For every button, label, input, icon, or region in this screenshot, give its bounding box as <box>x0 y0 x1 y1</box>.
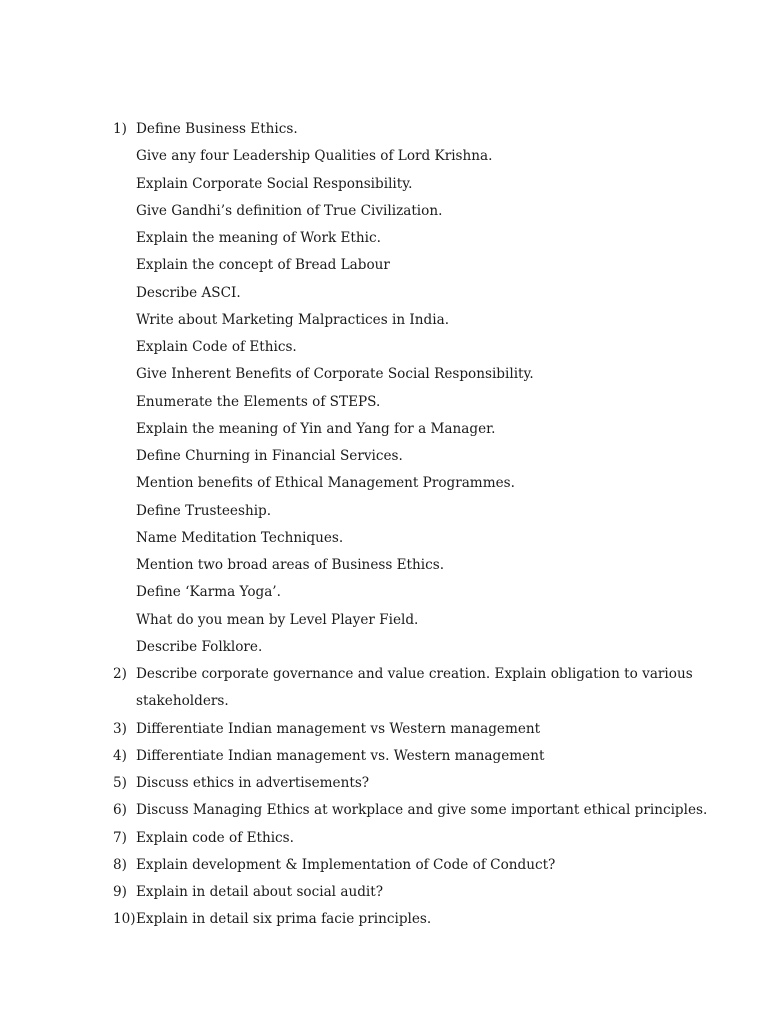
list-item <box>113 661 713 688</box>
question-number: 9) <box>113 884 127 900</box>
list-item <box>113 280 713 307</box>
list-item <box>113 797 713 824</box>
question-text: Describe corporate governance and value creation. Explain obligation to various <box>136 666 693 682</box>
question-text: Discuss Managing Ethics at workplace and give some important ethical principles. <box>136 802 708 819</box>
question-text: Define Trusteeship. <box>136 502 272 519</box>
question-text: Explain in detail six prima facie principles. <box>136 911 432 928</box>
list-item <box>113 906 713 933</box>
question-number: 8) <box>113 856 127 873</box>
list-item <box>113 770 713 797</box>
list-item <box>113 525 713 552</box>
question-text: Explain development & Implementation of Code of Conduct? <box>136 856 556 873</box>
list-item <box>113 498 713 525</box>
list-item <box>113 389 713 416</box>
question-text: Mention two broad areas of Business Ethics. <box>136 557 445 573</box>
question-text: Give any four Leadership Qualities of Lord Krishna. <box>136 148 493 165</box>
question-text: Enumerate the Elements of STEPS. <box>136 393 381 410</box>
list-item <box>113 552 713 579</box>
question-number: 7) <box>113 829 127 846</box>
list-item <box>113 879 713 906</box>
question-number: 10) <box>113 911 136 928</box>
list-item <box>113 334 713 361</box>
question-number: 5) <box>113 775 127 791</box>
question-text: Explain Code of Ethics. <box>136 339 297 355</box>
question-text: Give Gandhi’s definition of True Civilization. <box>136 202 443 219</box>
question-text: Describe Folklore. <box>136 638 263 655</box>
question-text: Discuss ethics in advertisements? <box>136 775 370 791</box>
list-item <box>113 171 713 198</box>
question-text: Differentiate Indian management vs. Western management <box>136 747 545 764</box>
list-item <box>113 688 713 715</box>
question-text: Explain code of Ethics. <box>136 829 294 846</box>
question-text: Define Business Ethics. <box>136 121 298 137</box>
list-item <box>113 607 713 634</box>
question-text: What do you mean by Level Player Field. <box>136 611 419 628</box>
question-text: Define Churning in Financial Services. <box>136 448 403 464</box>
question-text: Explain the concept of Bread Labour <box>136 257 390 274</box>
list-item <box>113 470 713 497</box>
question-text-continuation: stakeholders. <box>136 693 229 710</box>
list-item <box>113 825 713 852</box>
question-text: Explain in detail about social audit? <box>136 884 384 900</box>
question-number: 3) <box>113 720 127 737</box>
question-text: Explain the meaning of Yin and Yang for a Manager. <box>136 420 496 437</box>
question-number: 1) <box>113 121 127 137</box>
question-text: Name Meditation Techniques. <box>136 529 344 546</box>
list-item <box>113 361 713 388</box>
question-text: Give Inherent Benefits of Corporate Social Responsibility. <box>136 366 534 383</box>
list-item <box>113 634 713 661</box>
question-text: Describe ASCI. <box>136 284 241 301</box>
question-text: Explain Corporate Social Responsibility. <box>136 175 413 192</box>
question-text: Mention benefits of Ethical Management Programmes. <box>136 475 515 492</box>
question-text: Define ‘Karma Yoga’. <box>136 584 281 601</box>
list-item <box>113 416 713 443</box>
list-item <box>113 743 713 770</box>
list-item <box>113 852 713 879</box>
question-number: 2) <box>113 666 127 682</box>
list-item <box>113 579 713 606</box>
list-item <box>113 252 713 279</box>
question-number: 6) <box>113 802 127 819</box>
question-text: Explain the meaning of Work Ethic. <box>136 230 381 246</box>
question-number: 4) <box>113 747 127 764</box>
question-list <box>113 116 713 934</box>
list-item <box>113 443 713 470</box>
list-item <box>113 307 713 334</box>
list-item <box>113 225 713 252</box>
list-item <box>113 198 713 225</box>
list-item <box>113 716 713 743</box>
list-item <box>113 143 713 170</box>
question-text: Differentiate Indian management vs Western management <box>136 720 541 737</box>
list-item <box>113 116 713 143</box>
question-text: Write about Marketing Malpractices in India. <box>136 311 450 328</box>
